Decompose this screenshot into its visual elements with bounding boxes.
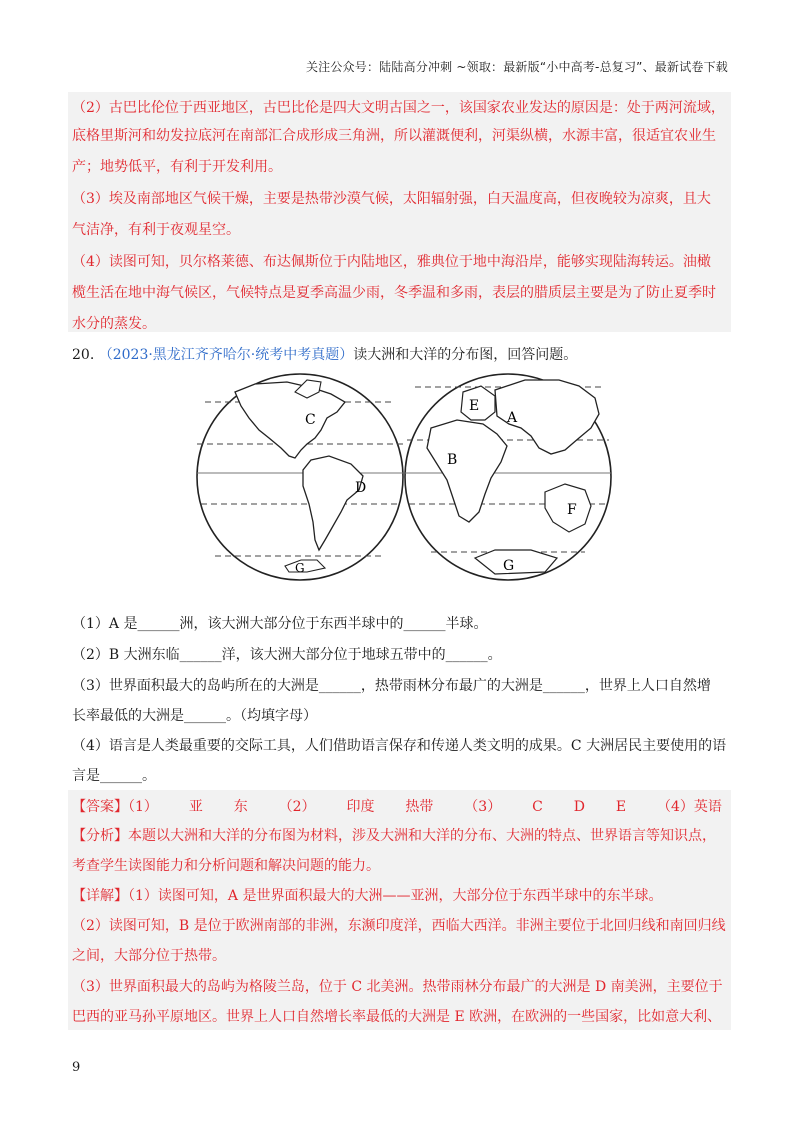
analysis-line: 考查学生读图能力和分析问题和解决问题的能力。: [72, 858, 380, 874]
detail-line: （3）世界面积最大的岛屿为格陵兰岛，位于 C 北美洲。热带雨林分布最广的大洲是 D 南美洲，主要位于: [72, 979, 723, 995]
map-label-g-west: G: [295, 561, 305, 575]
question-part-4-cont: 言是______。: [72, 768, 156, 784]
answer-item: （2）: [278, 799, 316, 815]
detail-line: [72, 886, 662, 906]
eastern-hemisphere: [405, 374, 611, 580]
question-part-3: （3）世界面积最大的岛屿所在的大洲是______，热带雨林分布最广的大洲是______，世界上人口自然增: [72, 678, 711, 694]
prev-answer-line: 水分的蒸发。: [72, 316, 156, 332]
answer-label: 【答案】（1）: [72, 799, 158, 815]
question-part-3-cont: 长率最低的大洲是______。（均填字母）: [72, 708, 317, 724]
analysis-line: [72, 826, 716, 846]
answer-item: 东: [233, 799, 248, 815]
question-source: （2023·黑龙江齐齐哈尔·统考中考真题）: [98, 347, 354, 363]
page-header: 关注公众号：陆陆高分冲刺 ~领取：最新版“小中高考-总复习”、最新试卷下载: [305, 60, 728, 74]
question-prompt: 读大洲和大洋的分布图，回答问题。: [353, 347, 578, 363]
map-label-c: C: [305, 412, 316, 428]
answer-item: （3）: [464, 799, 502, 815]
detail-line: 巴西的亚马孙平原地区。世界上人口自然增长率最低的大洲是 E 欧洲，在欧洲的一些国家，比如意大利、: [72, 1009, 722, 1025]
detail-text: （1）读图可知，A 是世界面积最大的大洲——亚洲，大部分位于东西半球中的东半球。: [128, 888, 663, 904]
answer-item: C: [532, 799, 543, 815]
analysis-text: 本题以大洲和大洋的分布图为材料，涉及大洲和大洋的分布、大洲的特点、世界语言等知识点，: [128, 828, 716, 844]
answer-item: 印度: [346, 799, 375, 815]
map-label-b: B: [447, 452, 458, 468]
question-part-4: （4）语言是人类最重要的交际工具，人们借助语言保存和传递人类文明的成果。C 大洲居民主要使用的语: [72, 738, 727, 754]
detail-label: 【详解】: [72, 888, 128, 904]
prev-answer-line: 榄生活在地中海气候区，气候特点是夏季高温少雨，冬季温和多雨，表层的腊质层主要是为了防止夏季时: [72, 285, 716, 301]
map-label-a: A: [507, 410, 518, 426]
prev-answer-line: 气洁净，有利于夜观星空。: [72, 222, 240, 238]
answer-item: 亚: [188, 799, 203, 815]
prev-answer-line: （2）古巴比伦位于西亚地区，古巴比伦是四大文明古国之一，该国家农业发达的原因是：处于两河流域，: [72, 100, 725, 116]
question-part-2: （2）B 大洲东临______洋，该大洲大部分位于地球五带中的______。: [72, 647, 502, 663]
page-number: 9: [72, 1060, 81, 1075]
question-title: [72, 345, 577, 365]
world-map-figure: [195, 372, 615, 582]
answer-item: D: [573, 799, 585, 815]
map-label-e: E: [469, 398, 480, 414]
prev-answer-line: （3）埃及南部地区气候干燥，主要是热带沙漠气候，太阳辐射强，白天温度高，但夜晚较为凉爽，且大: [72, 191, 711, 207]
analysis-label: 【分析】: [72, 828, 128, 844]
question-number: 20.: [72, 347, 95, 363]
map-label-f: F: [567, 502, 577, 518]
prev-answer-line: （4）读图可知，贝尔格莱德、布达佩斯位于内陆地区，雅典位于地中海沿岸，能够实现陆海转运。油橄: [72, 254, 711, 270]
prev-answer-line: 产；地势低平，有利于开发利用。: [72, 159, 282, 175]
question-part-1: （1）A 是______洲，该大洲大部分位于东西半球中的______半球。: [72, 616, 488, 632]
prev-answer-line: 底格里斯河和幼发拉底河在南部汇合成形成三角洲，所以灌溉便利，河渠纵横，水源丰富，很适宜农业生: [72, 128, 716, 144]
answer-row: [72, 797, 722, 817]
answer-item: E: [615, 799, 627, 815]
western-hemisphere: [197, 374, 403, 580]
answer-item: （4）英语: [657, 799, 722, 815]
answer-item: 热带: [405, 799, 434, 815]
detail-line: 之间，大部分位于热带。: [72, 948, 226, 964]
detail-line: （2）读图可知，B 是位于欧洲南部的非洲，东濒印度洋，西临大西洋。非洲主要位于北回归线和南回归线: [72, 918, 726, 934]
map-label-d: D: [355, 480, 367, 496]
map-label-g-east: G: [503, 558, 515, 574]
